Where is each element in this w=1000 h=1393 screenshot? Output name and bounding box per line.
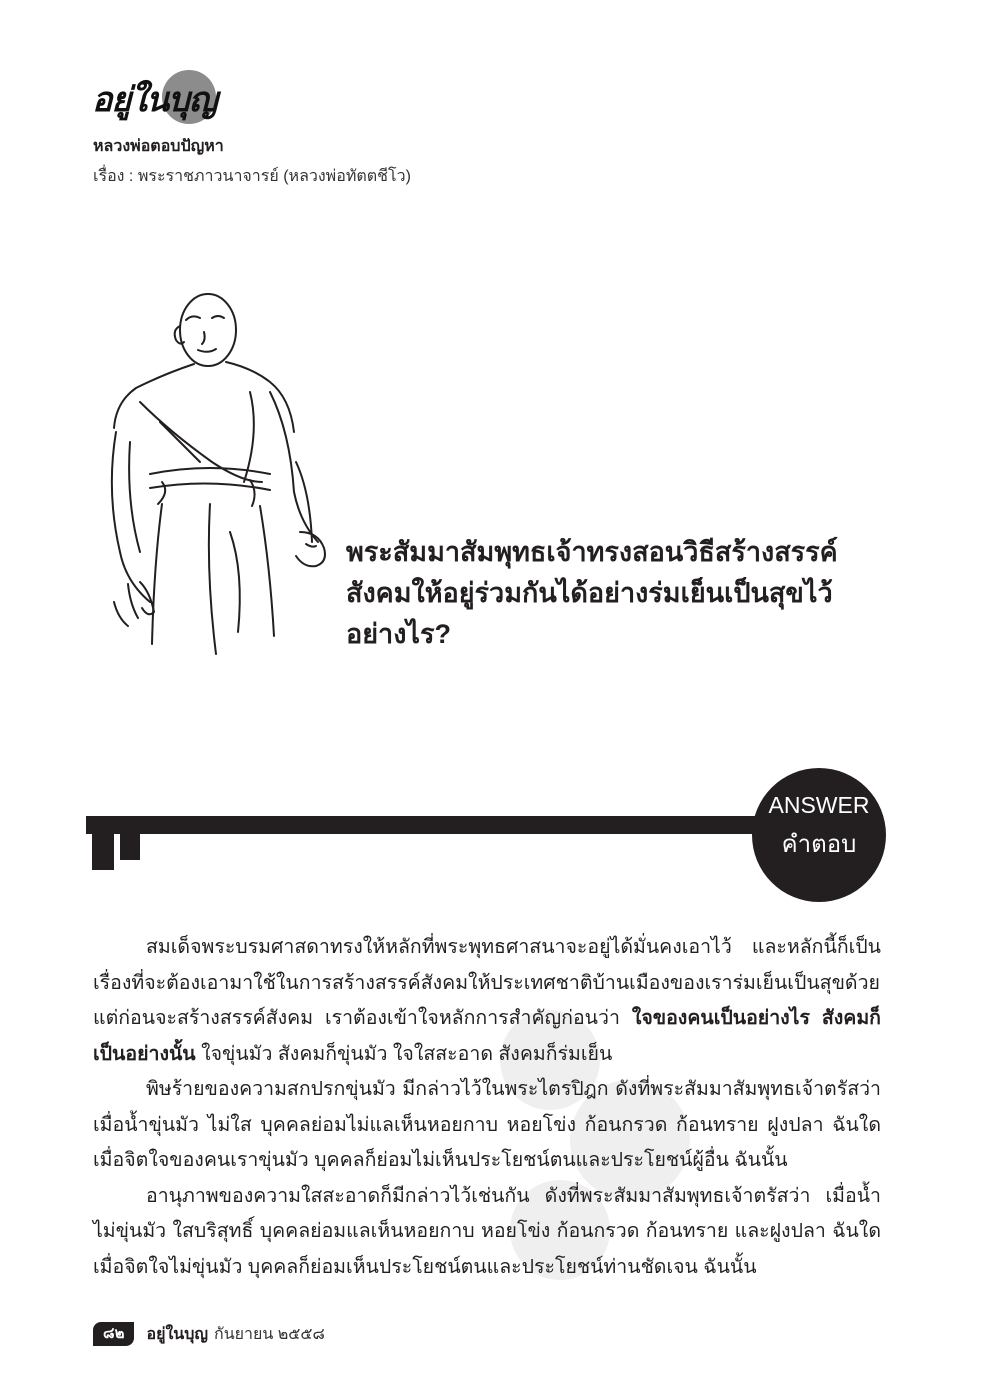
logo-text: อยู่ในบุญ (92, 80, 217, 120)
paragraph-2: พิษร้ายของความสกปรกขุ่นมัว มีกล่าวไว้ในพระไตรปิฎก ดังที่พระสัมมาสัมพุทธเจ้าตรัสว่า เมื่อน้ำขุ่นมัว ไม่ใส บุคคลย่อมไม่แลเห็นหอยกาบ หอยโข่ง ก้อนกรวด ก้อนทราย ฝูงปลา ฉันใด เมื่อจิตใจของคนเราขุ่นมัว บุคคลก็ย่อมไม่เห็นประโยชน์ตนและประโยชน์ผู้อื่น ฉันนั้น (93, 1078, 881, 1171)
divider-tab-1 (92, 816, 114, 870)
column-title: หลวงพ่อตอบปัญหา (93, 138, 224, 155)
answer-badge-th: คำตอบ (781, 831, 857, 858)
question-line-1: พระสัมมาสัมพุทธเจ้าทรงสอนวิธีสร้างสรรค์ (346, 537, 838, 567)
monk-illustration (100, 282, 340, 662)
footer-issue-date: กันยายน ๒๕๕๘ (214, 1325, 325, 1343)
answer-badge (752, 768, 886, 902)
byline: เรื่อง : พระราชภาวนาจารย์ (หลวงพ่อทัตตชีโว) (93, 168, 411, 185)
paragraph-3: อานุภาพของความใสสะอาดก็มีกล่าวไว้เช่นกัน ดังที่พระสัมมาสัมพุทธเจ้าตรัสว่า เมื่อน้ำไม่ขุ่นมัว ใสบริสุทธิ์ บุคคลย่อมแลเห็นหอยกาบ หอยโข่ง ก้อนกรวด ก้อนทราย และฝูงปลา ฉันใด เมื่อจิตใจไม่ขุ่นมัว บุคคลก็ย่อมเห็นประโยชน์ตนและประโยชน์ท่านชัดเจน ฉันนั้น (93, 1184, 881, 1278)
question-line-2: สังคมให้อยู่ร่วมกันได้อย่างร่มเย็นเป็นสุขไว้ (346, 578, 833, 608)
question-heading (346, 532, 906, 655)
answer-body (93, 930, 881, 1285)
page-number: ๘๒ (93, 1322, 134, 1346)
answer-divider-bar (86, 816, 766, 834)
page-footer (93, 1322, 325, 1346)
magazine-logo (92, 66, 232, 130)
paragraph-1 (93, 930, 881, 1072)
divider-tab-2 (120, 816, 140, 860)
answer-badge-en: ANSWER (768, 792, 870, 818)
paragraph-1-emphasis: ใจของคนเป็นอย่างไร สังคมก็เป็นอย่างนั้น (93, 1007, 881, 1065)
footer-magazine: อยู่ในบุญ (146, 1325, 208, 1343)
paragraph-1-text-end: ใจขุ่นมัว สังคมก็ขุ่นมัว ใจใสสะอาด สังคมก็ร่มเย็น (195, 1042, 613, 1065)
question-line-3: อย่างไร? (346, 619, 451, 649)
paragraph-1-text: สมเด็จพระบรมศาสดาทรงให้หลักที่พระพุทธศาสนาจะอยู่ได้มั่นคงเอาไว้ และหลักนี้ก็เป็นเรื่องที่จะต้องเอามาใช้ในการสร้างสรรค์สังคมให้ประเทศชาติบ้านเมืองของเราร่มเย็นเป็นสุขด้วย แต่ก่อนจะสร้างสรรค์สังคม เราต้องเข้าใจหลักการสำคัญก่อนว่า (93, 936, 881, 1029)
